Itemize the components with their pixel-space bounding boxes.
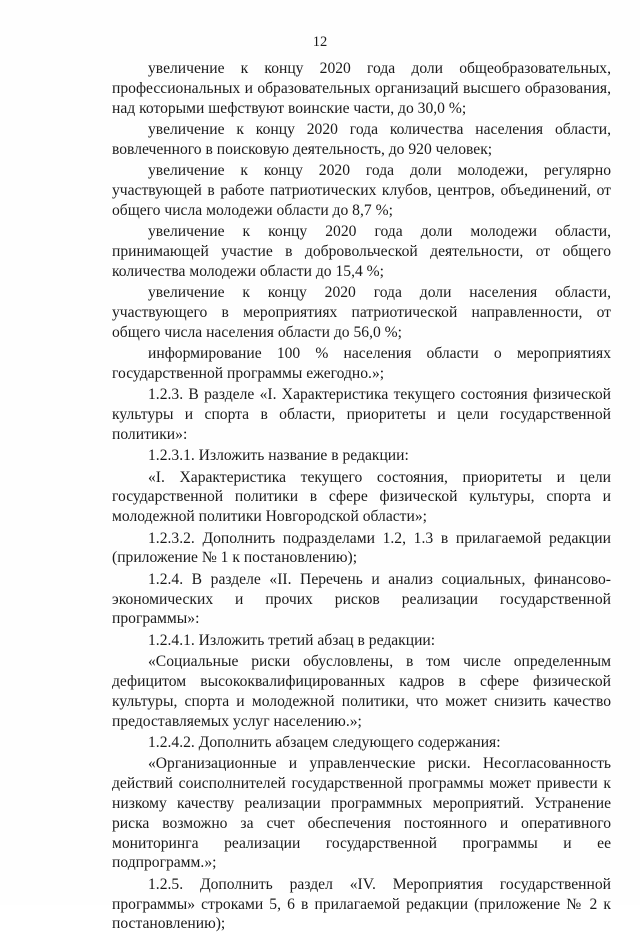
paragraph-1-2-4: 1.2.4. В разделе «II. Перечень и анализ социальных, финансово-экономических и прочих рисков реализации государственной программы»:: [112, 570, 611, 628]
document-body: [112, 59, 611, 936]
paragraph-informing-target: информирование 100 % населения области о мероприятиях государственной программы ежегодно.»;: [112, 345, 611, 382]
paragraph-volunteer-target: увеличение к концу 2020 года доли молодежи области, принимающей участие в добровольческой деятельности, от общего количества молодежи области до 15,4 %;: [112, 223, 611, 280]
paragraph-1-2-3-1: 1.2.3.1. Изложить название в редакции:: [148, 447, 409, 465]
paragraph-search-activity-target: увеличение к концу 2020 года количества населения области, вовлеченного в поисковую деятельность, до 920 человек;: [112, 120, 611, 158]
paragraph-shefstvo-target: увеличение к концу 2020 года доли общеобразовательных, профессиональных и образовательных организаций высшего образования, над которыми шефствуют воинские части, до 30,0 %;: [112, 60, 611, 117]
paragraph-1-2-5: 1.2.5. Дополнить раздел «IV. Мероприятия государственной программы» строками 5, 6 в прилагаемой редакции (приложение № 2 к постановлению);: [112, 875, 611, 933]
page-number: 12: [312, 34, 328, 50]
paragraph-patriotic-events-target: увеличение к концу 2020 года доли населения области, участвующего в мероприятиях патриотической направленности, от общего числа населения области до 56,0 %;: [112, 284, 611, 341]
paragraph-1-2-3: 1.2.3. В разделе «I. Характеристика текущего состояния физической культуры и спорта в области, приоритеты и цели государственной политики»:: [112, 386, 611, 443]
paragraph-1-2-3-2: 1.2.3.2. Дополнить подразделами 1.2, 1.3 в прилагаемой редакции (приложение № 1 к постановлению);: [112, 529, 611, 567]
paragraph-organizational-risks-quote: «Организационные и управленческие риски. Несогласованность действий соисполнителей государственной программы может привести к низкому качеству реализации программных мероприятий. Устранение риска возможно за счет обеспечения постоянного и оперативного мониторинга реализации государственной программы и ее подпрограмм.»;: [112, 755, 611, 872]
paragraph-section-title-quote: «I. Характеристика текущего состояния, приоритеты и цели государственной политики в сфере физической культуры, спорта и молодежной политики Новгородской области»;: [112, 468, 611, 526]
paragraph-social-risks-quote: «Социальные риски обусловлены, в том числе определенным дефицитом высококвалифицированных кадров в сфере физической культуры, спорта и молодежной политики, что может снизить качество предоставляемых услуг населению.»;: [112, 653, 611, 730]
paragraph-1-2-4-2: 1.2.4.2. Дополнить абзацем следующего содержания:: [148, 734, 501, 752]
paragraph-patriotic-clubs-target: увеличение к концу 2020 года доли молодежи, регулярно участвующей в работе патриотических клубов, центров, объединений, от общего числа молодежи области до 8,7 %;: [112, 162, 611, 219]
paragraph-1-2-4-1: 1.2.4.1. Изложить третий абзац в редакции:: [148, 631, 436, 649]
